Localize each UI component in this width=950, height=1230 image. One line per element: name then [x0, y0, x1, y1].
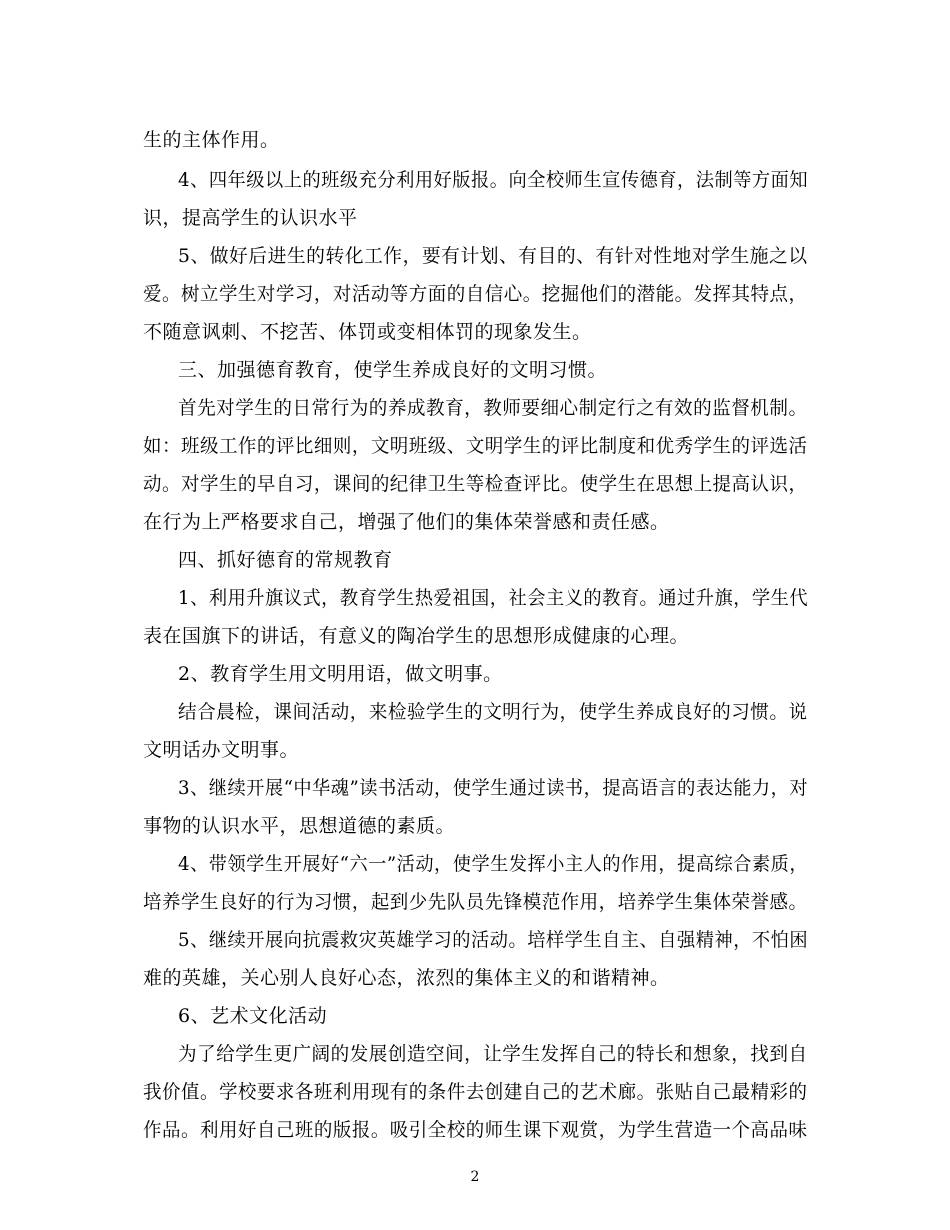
text-line: 事物的认识水平，思想道德的素质。	[143, 815, 456, 837]
text-line: 在行为上严格要求自己，增强了他们的集体荣誉感和责任感。	[143, 511, 670, 533]
text-line: 难的英雄，关心别人良好心态，浓烈的集体主义的和谐精神。	[143, 967, 670, 989]
text-line: 表在国旗下的讲话，有意义的陶冶学生的思想形成健康的心理。	[143, 625, 690, 647]
text-line: 结合晨检，课间活动，来检验学生的文明行为，使学生养成良好的习惯。说	[178, 701, 808, 723]
text-line: 如：班级工作的评比细则，文明班级、文明学生的评比制度和优秀学生的评选活	[143, 435, 808, 457]
text-line: 4、带领学生开展好“六一”活动，使学生发挥小主人的作用，提高综合素质，	[178, 853, 809, 875]
text-line: 动。对学生的早自习，课间的纪律卫生等检查评比。使学生在思想上提高认识，	[143, 473, 808, 495]
text-line: 培养学生良好的行为习惯，起到少先队员先锋模范作用，培养学生集体荣誉感。	[143, 891, 808, 913]
text-line: 作品。利用好自己班的版报。吸引全校的师生课下观赏，为学生营造一个高品味	[143, 1119, 808, 1141]
text-line: 不随意讽刺、不挖苦、体罚或变相体罚的现象发生。	[143, 321, 592, 343]
text-line: 四、抓好德育的常规教育	[178, 549, 393, 571]
text-line: 我价值。学校要求各班利用现有的条件去创建自己的艺术廊。张贴自己最精彩的	[143, 1081, 808, 1103]
text-line: 1、利用升旗议式，教育学生热爱祖国，社会主义的教育。通过升旗，学生代	[178, 587, 809, 609]
text-line: 4、四年级以上的班级充分利用好版报。向全校师生宣传德育，法制等方面知	[178, 169, 809, 191]
text-line: 3、继续开展“中华魂”读书活动，使学生通过读书，提高语言的表达能力，对	[178, 777, 809, 799]
text-line: 2、教育学生用文明用语，做文明事。	[178, 663, 503, 685]
text-line: 三、加强德育教育，使学生养成良好的文明习惯。	[178, 359, 608, 381]
text-line: 首先对学生的日常行为的养成教育，教师要细心制定行之有效的监督机制。	[178, 397, 808, 419]
text-line: 文明话办文明事。	[143, 739, 300, 761]
text-line: 识，提高学生的认识水平	[143, 207, 358, 229]
text-line: 生的主体作用。	[143, 129, 280, 151]
text-line: 5、继续开展向抗震救灾英雄学习的活动。培样学生自主、自强精神，不怕困	[178, 929, 809, 951]
text-line: 5、做好后进生的转化工作，要有计划、有目的、有针对性地对学生施之以	[178, 245, 808, 267]
text-line: 为了给学生更广阔的发展创造空间，让学生发挥自己的特长和想象，找到自	[178, 1043, 808, 1065]
text-line: 6、艺术文化活动	[178, 1005, 328, 1027]
page-number: 2	[470, 1169, 480, 1185]
text-line: 爱。树立学生对学习，对活动等方面的自信心。挖掘他们的潜能。发挥其特点，	[143, 283, 808, 305]
